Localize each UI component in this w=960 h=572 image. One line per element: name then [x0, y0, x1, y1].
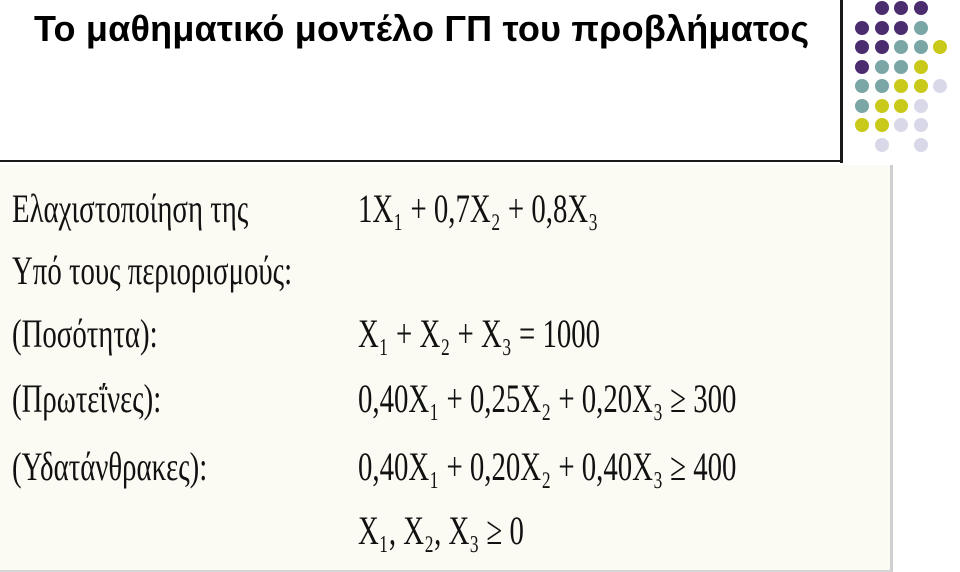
decorative-dot: [933, 40, 947, 54]
decorative-dot: [933, 79, 947, 93]
decorative-dot: [875, 1, 889, 15]
decorative-dot: [914, 40, 928, 54]
vertical-divider: [840, 0, 843, 163]
constraints-header-row: [0, 247, 880, 307]
decorative-dot: [875, 79, 889, 93]
decorative-dot: [875, 99, 889, 113]
decorative-dot: [894, 118, 908, 132]
constraint-expression: 0,40X₁ + 0,20X₂ + 0,40X₃ ≥ 400: [358, 444, 737, 489]
constraint-label: (Υδατάνθρακες):: [12, 444, 208, 489]
decorative-dot: [855, 60, 869, 74]
constraint-row: [0, 375, 880, 435]
decorative-dot: [894, 99, 908, 113]
nonnegativity-row: [0, 507, 880, 567]
decorative-dot: [914, 60, 928, 74]
slide-title: Το μαθηματικό μοντέλο ΓΠ του προβλήματος: [34, 8, 810, 49]
decorative-dot: [914, 138, 928, 152]
constraint-row: [0, 310, 880, 370]
decorative-dot: [875, 40, 889, 54]
constraint-label: (Ποσότητα):: [12, 311, 158, 356]
decorative-dot: [855, 79, 869, 93]
decorative-dot: [875, 60, 889, 74]
decorative-dot: [894, 1, 908, 15]
constraint-expression: 0,40X₁ + 0,25X₂ + 0,20X₃ ≥ 300: [358, 376, 737, 421]
nonnegativity-expression: X₁, X₂, X₃ ≥ 0: [358, 508, 524, 553]
model-image-panel: [0, 165, 893, 572]
decorative-dot: [855, 21, 869, 35]
decorative-dot: [894, 60, 908, 74]
constraint-label: (Πρωτεΐνες):: [12, 376, 162, 421]
decorative-dot: [855, 40, 869, 54]
decorative-dot: [894, 40, 908, 54]
decorative-dot: [875, 138, 889, 152]
horizontal-divider: [0, 160, 843, 162]
decorative-dot: [894, 79, 908, 93]
objective-label: Ελαχιστοποίηση της: [12, 186, 249, 231]
decorative-dot: [914, 1, 928, 15]
decorative-dot: [875, 21, 889, 35]
constraint-expression: X₁ + X₂ + X₃ = 1000: [358, 311, 601, 356]
constraint-row: [0, 443, 880, 503]
objective-row: [0, 185, 880, 245]
objective-expression: 1X₁ + 0,7X₂ + 0,8X₃: [358, 186, 599, 231]
decorative-dot: [914, 118, 928, 132]
decorative-dot-grid: [855, 0, 960, 160]
decorative-dot: [894, 21, 908, 35]
decorative-dot: [914, 21, 928, 35]
constraints-header: Υπό τους περιορισμούς:: [12, 248, 293, 293]
decorative-dot: [914, 79, 928, 93]
decorative-dot: [855, 99, 869, 113]
decorative-dot: [875, 118, 889, 132]
decorative-dot: [855, 118, 869, 132]
decorative-dot: [914, 99, 928, 113]
